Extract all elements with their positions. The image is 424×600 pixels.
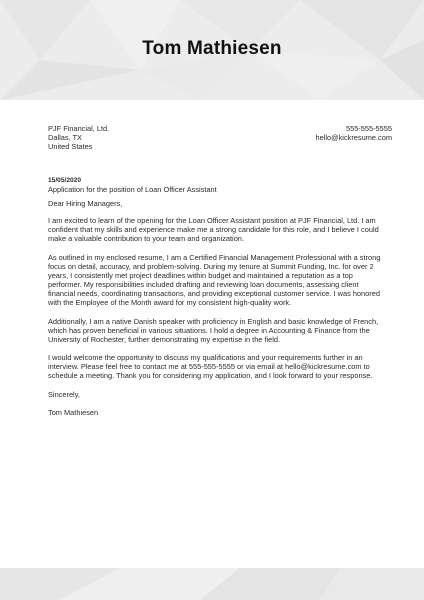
letter-paragraph: Additionally, I am a native Danish speaker with proficiency in English and basic knowledge of French, which has proven beneficial in various situations. I hold a degree in Accounting & Finance from the University of Rochester, further demonstrating my expertise in the field. xyxy=(48,316,379,344)
letter-greeting: Dear Hiring Managers, xyxy=(48,199,123,208)
recipient-company: PJF Financial, Ltd. xyxy=(48,124,110,133)
letter-date: 15/05/2020 xyxy=(48,177,82,184)
letter-closing: Sincerely, xyxy=(48,389,80,399)
letter-subject: Application for the position of Loan Officer Assistant xyxy=(48,185,217,194)
recipient-country: United States xyxy=(48,142,93,152)
footer-pattern xyxy=(0,568,424,600)
recipient-address xyxy=(48,124,109,152)
letter-paragraph: I am excited to learn of the opening for the Loan Officer Assistant position at PJF Financial, Ltd. I am confident that my skills and experience make me a strong candidate for this role, and I believe I could make a valuable contribution to your team and organization. xyxy=(48,216,379,244)
letter-paragraph: I would welcome the opportunity to discuss my qualifications and your requirements further in an interview. Please feel free to contact me at 555-555-5555 or via email at hello@kickresume.com to schedule a meeting. Thank you for considering my application, and I look forward to your response. xyxy=(48,353,373,381)
letter-paragraph: As outlined in my enclosed resume, I am a Certified Financial Management Professional with a strong focus on detail, accuracy, and problem-solving. During my tenure at Summit Funding, Inc. for over 2 years, I consistently met project deadlines within budget and maintained a reputation as a top performer. My responsibilities included drafting and reviewing loan documents, assessing client financial needs, coordinating transactions, and providing exceptional customer service. I was honored with the Employee of the Month award for my consistent high-quality work. xyxy=(48,252,381,308)
applicant-name: Tom Mathiesen xyxy=(142,38,282,59)
letter-signature: Tom Mathiesen xyxy=(48,407,99,417)
contact-email: hello@kickresume.com xyxy=(315,133,392,143)
recipient-city: Dallas, TX xyxy=(48,133,82,143)
footer-band xyxy=(0,568,424,600)
contact-info xyxy=(315,124,392,142)
letter-body xyxy=(48,199,384,426)
header-band xyxy=(0,0,424,100)
contact-phone: 555-555-5555 xyxy=(345,124,392,133)
